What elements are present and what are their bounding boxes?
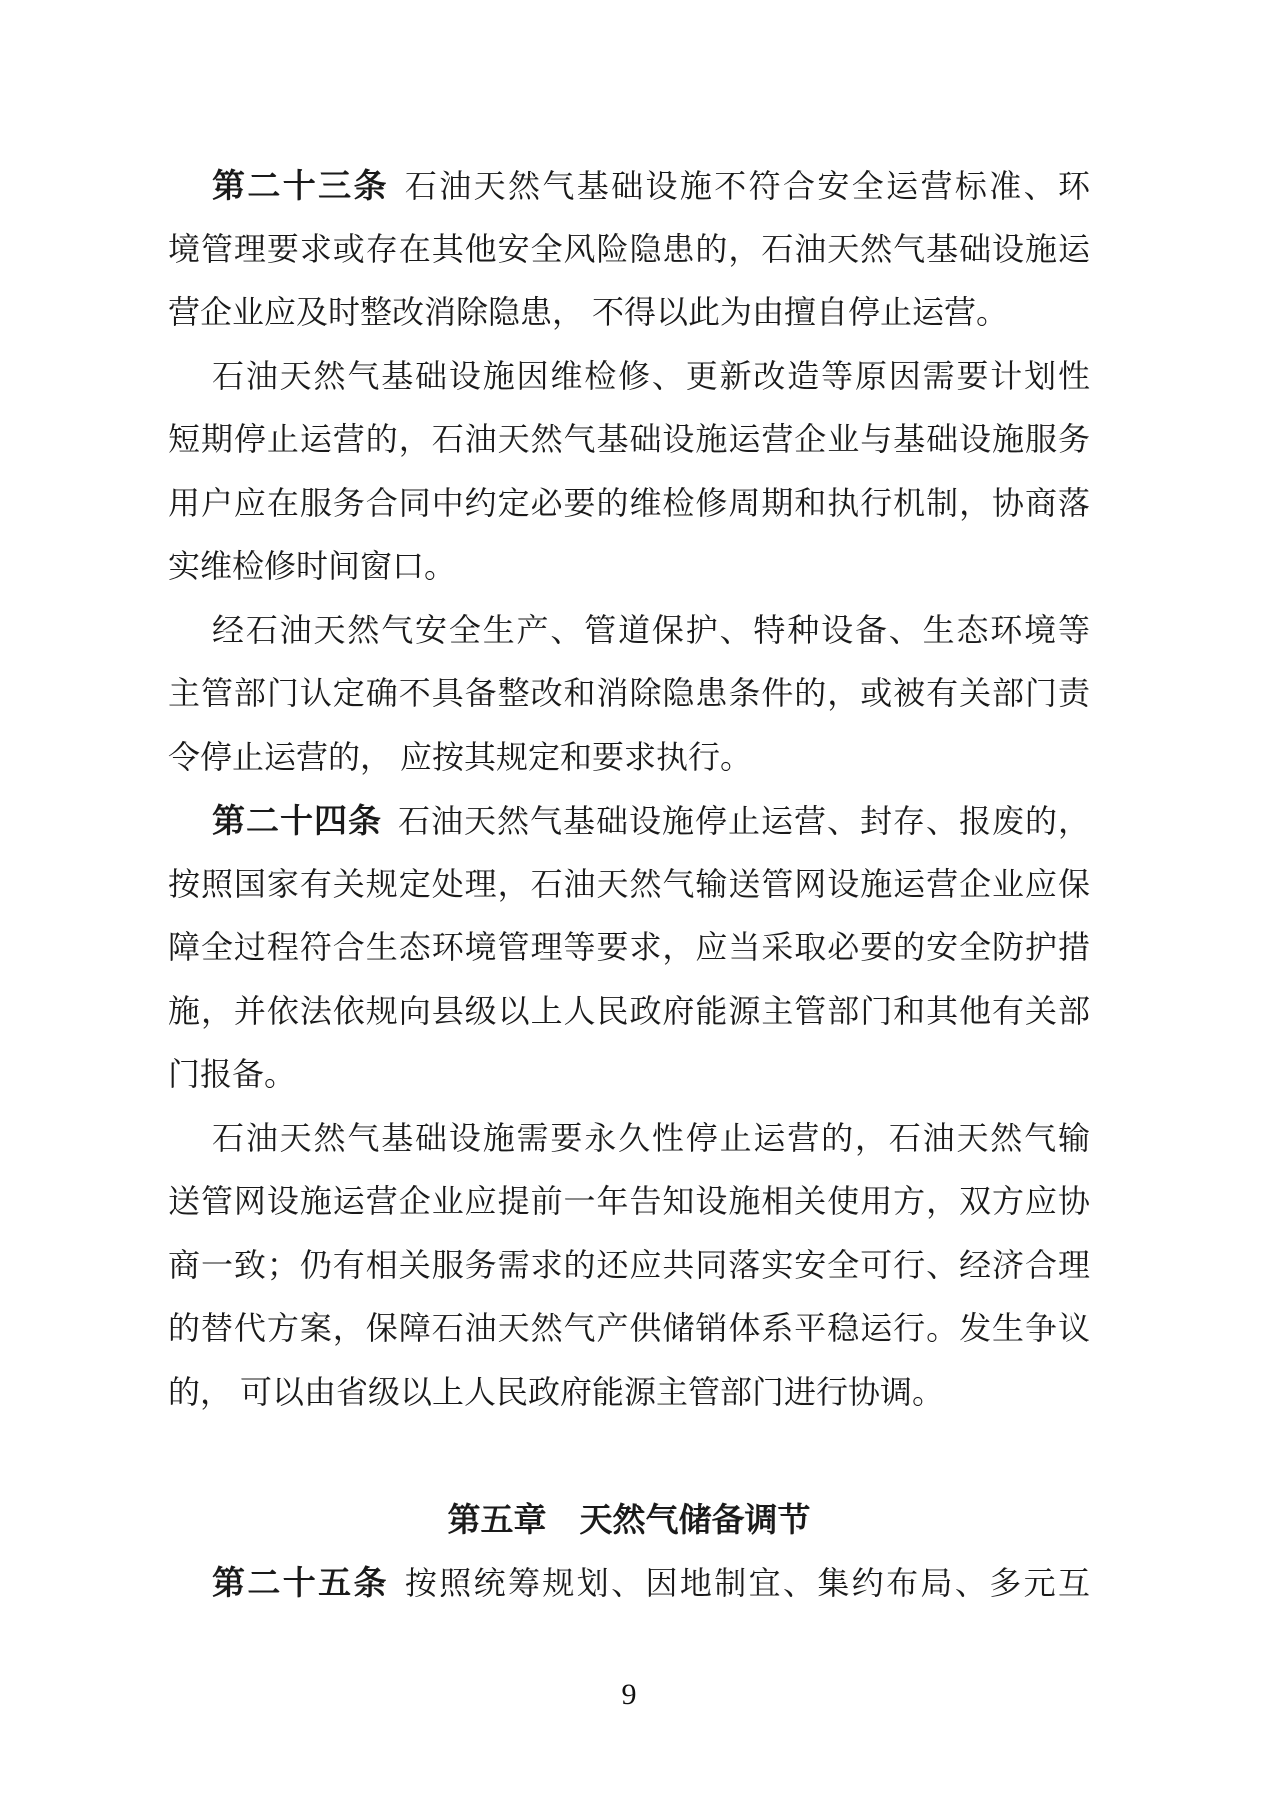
- page-number: 9: [621, 1678, 637, 1711]
- text-line: 经石油天然气安全生产、管道保护、特种设备、生态环境等: [212, 611, 1090, 648]
- text-line: 施，并依法依规向县级以上人民政府能源主管部门和其他有关部: [168, 992, 1090, 1029]
- text-line: 石油天然气基础设施需要永久性停止运营的，石油天然气输: [212, 1119, 1090, 1156]
- text-line: 实维检修时间窗口。: [168, 548, 457, 584]
- text-line: 的替代方案，保障石油天然气产供储销体系平稳运行。发生争议: [168, 1310, 1090, 1346]
- text-line: [168, 1551, 1090, 1615]
- text-line: 短期停止运营的，石油天然气基础设施运营企业与基础设施服务: [168, 421, 1090, 457]
- text-line: 主管部门认定确不具备整改和消除隐患条件的，或被有关部门责: [168, 675, 1090, 711]
- article-number: 第二十三条: [212, 167, 389, 204]
- line-text: 石油天然气基础设施不符合安全运营标准、环: [404, 168, 1090, 204]
- text-line: [168, 789, 1090, 853]
- article-number: 第二十五条: [212, 1564, 389, 1601]
- article-number: 第二十四条: [212, 802, 382, 839]
- text-line: 营企业应及时整改消除隐患， 不得以此为由擅自停止运营。: [168, 294, 1009, 330]
- blank-line: [168, 1424, 1090, 1488]
- text-line: 石油天然气基础设施因维检修、更新改造等原因需要计划性: [212, 357, 1090, 394]
- text-line: [168, 154, 1090, 218]
- line-text: 按照统筹规划、因地制宜、集约布局、多元互: [404, 1565, 1090, 1601]
- text-line: 的， 可以由省级以上人民政府能源主管部门进行协调。: [168, 1373, 945, 1410]
- text-line: 境管理要求或存在其他安全风险隐患的，石油天然气基础设施运: [168, 230, 1090, 267]
- text-line: 按照国家有关规定处理，石油天然气输送管网设施运营企业应保: [168, 865, 1090, 902]
- text-line: 商一致；仍有相关服务需求的还应共同落实安全可行、经济合理: [168, 1246, 1090, 1283]
- text-line: 障全过程符合生态环境管理等要求，应当采取必要的安全防护措: [168, 929, 1090, 965]
- chapter-heading: 第五章 天然气储备调节: [447, 1500, 811, 1538]
- text-line: 令停止运营的， 应按其规定和要求执行。: [168, 738, 753, 775]
- text-line: 送管网设施运营企业应提前一年告知设施相关使用方，双方应协: [168, 1183, 1090, 1219]
- text-line: 门报备。: [168, 1056, 297, 1092]
- text-line: 用户应在服务合同中约定必要的维检修周期和执行机制，协商落: [168, 484, 1090, 521]
- document-text-block: [168, 154, 1090, 1615]
- line-text: 石油天然气基础设施停止运营、封存、报废的，: [398, 803, 1090, 839]
